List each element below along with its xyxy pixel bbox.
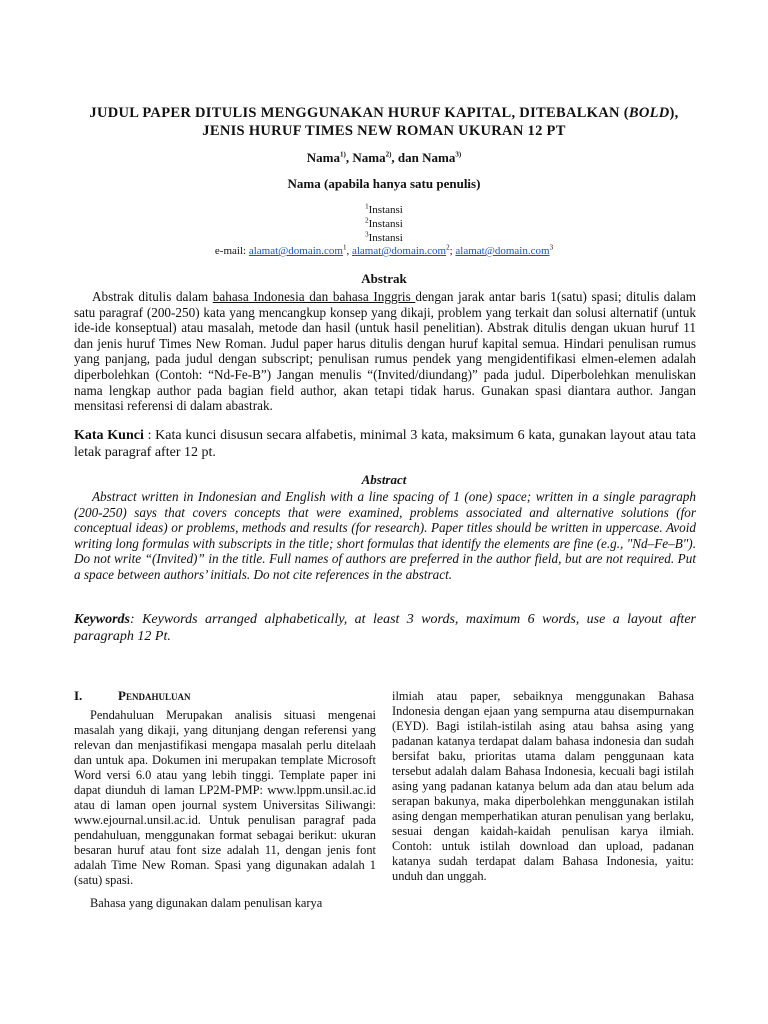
- institution-1: $^1$Instansi: [365, 202, 403, 216]
- right-column: [392, 689, 694, 884]
- section-heading-pendahuluan: I. Pendahuluan: [74, 688, 191, 703]
- email-link-3[interactable]: alamat@domain.com: [455, 245, 550, 257]
- abstract-heading: Abstract: [361, 472, 407, 487]
- abstrak-heading: Abstrak: [361, 271, 407, 286]
- abstrak-paragraph: Abstrak ditulis dalam bahasa Indonesia dan bahasa Inggris dengan jarak antar baris 1(satu) spasi; ditulis dalam satu paragraf (200-250) kata yang mencangkup konsep yang dikaji, problem yang terkait dan solusi alternatif (untuk ide-ide konseptual) atau masalah, metode dan hasil (untuk hasil penelitian). Abstrak ditulis dengan ukuan huruf 11 dan jenis huruf Times New Roman. Judul paper harus ditulis dengan huruf kapital semua. Hindari penulisan rumus yang panjang, pada judul dengan subscript; penulisan rumus pendek yang mengidentifikasi elmen-elemen adalah diperbolehkan (Contoh: “Nd-Fe-B”) Jangan menulis “(Invited/diundang)” pada judul. Diperbolehkan menuliskan nama lengkap author pada bagian field author, akan tetapi tidak harus. Gunakan spasi diantara author. Jangan mensitasi referensi di dalam abastrak.: [74, 289, 696, 414]
- keywords-paragraph: Keywords: Keywords arranged alphabetically, at least 3 words, maximum 6 words, use a layout after paragraph 12 Pt.: [74, 612, 696, 644]
- institution-3: $^3$Instansi: [365, 230, 403, 244]
- email-link-2[interactable]: alamat@domain.com: [351, 245, 447, 257]
- single-author-line: Nama (apabila hanya satu penulis): [287, 176, 481, 191]
- left-paragraph-1: Pendahuluan Merupakan analisis situasi mengenai masalah yang dikaji, yang ditunjang dengan referensi yang relevan dan menjastifikasi mengapa masalah perlu ditelaah dan untuk apa. Dokumen ini merupakan template Microsoft Word versi 6.0 atau yang lebih tinggi. Template paper ini dapat diunduh di laman LP2M-PMP: www.lppm.unsil.ac.id atau di laman open journal system Universitas Siliwangi: www.ejournal.unsil.ac.id. Untuk penulisan paragraf pada pendahuluan, menggunakan format sebagai berikut: ukuran besaran huruf atau font size adalah 11, dengan jenis font adalah Time New Roman. Spasi yang digunakan adalah 1 (satu) spasi.: [74, 708, 376, 887]
- author-list: Nama$^{1)}$, Nama$^{2)}$, dan Nama$^{3)}$: [306, 150, 462, 165]
- institution-2: $^2$Instansi: [365, 216, 403, 230]
- abstract-paragraph: Abstract written in Indonesian and English with a line spacing of 1 (one) space; written in a single paragraph (200-250) says that covers concepts that were examined, problems associated and alternative solutions (for conceptual ideas) or problems, methods and results (for research). Paper titles should be written in uppercase. Avoid writing long formulas with subscripts in the title; short formulas that identify the elements are fine (e.g., "Nd–Fe–B"). Do not write “(Invited)” in the title. Full names of authors are preferred in the author field, but are not required. Put a space between authors’ initials. Do not cite references in the abstract.: [74, 489, 696, 582]
- left-column: [74, 708, 376, 911]
- email-line: e-mail: alamat@domain.com$^1$, alamat@domain.com$^2$; alamat@domain.com$^3$: [214, 243, 554, 257]
- right-paragraph-1: ilmiah atau paper, sebaiknya menggunakan Bahasa Indonesia dengan ejaan yang sempurna atau disempurnakan (EYD). Bagi istilah-istilah asing atau bahsa asing yang padanan katanya terdapat dalam bahasa indonesia dan sudah bersifat baku, prioritas utama dalam penggunaan kata tersebut adalah dalam Bahasa Indonesia, kecuali bagi istilah asing yang padanan katanya belum ada dan atau belum ada serapan bakunya, maka diperbolehkan menggunakan istilah asing dengan memperhatikan aturan penulisan yang berlaku, sesuai dengan kaidah-kaidah penulisan karya ilmiah. Contoh: untuk istilah download dan upload, padanan katanya sudah terdapat dalam Bahasa Indonesia, yaitu: unduh dan unggah.: [392, 689, 694, 883]
- email-link-1[interactable]: alamat@domain.com: [248, 245, 343, 257]
- left-paragraph-2: Bahasa yang digunakan dalam penulisan karya: [90, 896, 323, 910]
- paper-title: JUDUL PAPER DITULIS MENGGUNAKAN HURUF KAPITAL, DITEBALKAN (BOLD), JENIS HURUF TIMES NEW ROMAN UKURAN 12 PT: [89, 105, 679, 139]
- kata-kunci-paragraph: Kata Kunci : Kata kunci disusun secara alfabetis, minimal 3 kata, maksimum 6 kata, gunakan layout atau tata letak paragraf after 12 pt.: [74, 428, 696, 460]
